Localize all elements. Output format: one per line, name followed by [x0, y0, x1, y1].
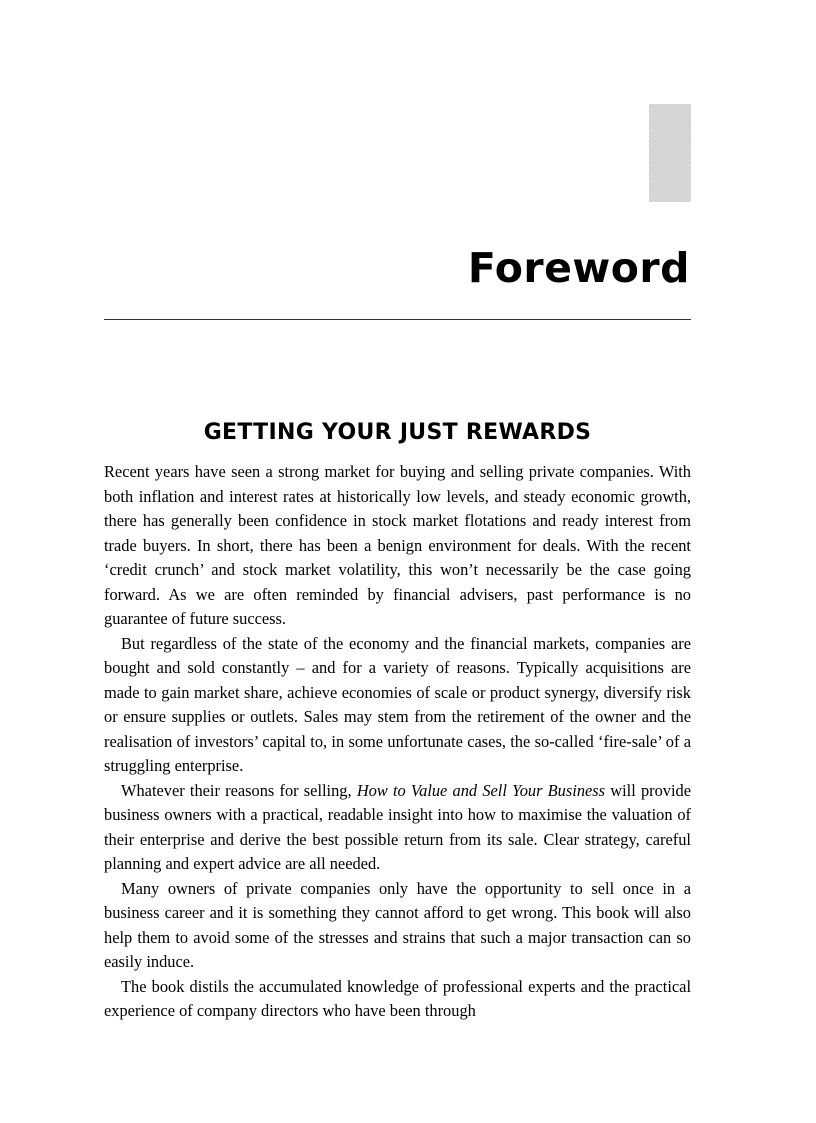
paragraph: Recent years have seen a strong market for buying and selling private companies. With both inflation and interest rates at historically low levels, and steady economic growth, there has generally been confidence in stock market flotations and ready interest from trade buyers. In short, there has been a benign environment for deals. With the recent ‘credit crunch’ and stock market volatility, this won’t necessarily be the case going forward. As we are often reminded by financial advisers, past performance is no guarantee of future success. — [104, 462, 691, 628]
paragraph-text-after: will provide business owners with a practical, readable insight into how to maximise the valuation of their enterprise and derive the best possible return from its sale. Clear strategy, careful planning and expert advice are all needed. — [104, 780, 692, 873]
paragraph — [104, 779, 691, 877]
body-text — [104, 460, 691, 1024]
chapter-title: Foreword — [467, 244, 690, 292]
title-divider — [104, 319, 691, 320]
chapter-tab-marker — [649, 104, 691, 202]
section-heading: GETTING YOUR JUST REWARDS — [203, 420, 592, 445]
paragraph: The book distils the accumulated knowledge of professional experts and the practical experience of company directors who have been through — [104, 976, 691, 1020]
book-title: How to Value and Sell Your Business — [356, 780, 606, 800]
paragraph-text-before: Whatever their reasons for selling, — [121, 780, 357, 800]
paragraph: Many owners of private companies only have the opportunity to sell once in a business career and it is something they cannot afford to get wrong. This book will also help them to avoid some of the stresses and strains that such a major transaction can so easily induce. — [104, 878, 691, 971]
paragraph: But regardless of the state of the economy and the financial markets, companies are bought and sold constantly – and for a variety of reasons. Typically acquisitions are made to gain market share, achieve economies of scale or product synergy, diversify risk or ensure supplies or outlets. Sales may stem from the retirement of the owner and the realisation of investors’ capital to, in some unfortunate cases, the so-called ‘fire-sale’ of a struggling enterprise. — [104, 633, 691, 775]
